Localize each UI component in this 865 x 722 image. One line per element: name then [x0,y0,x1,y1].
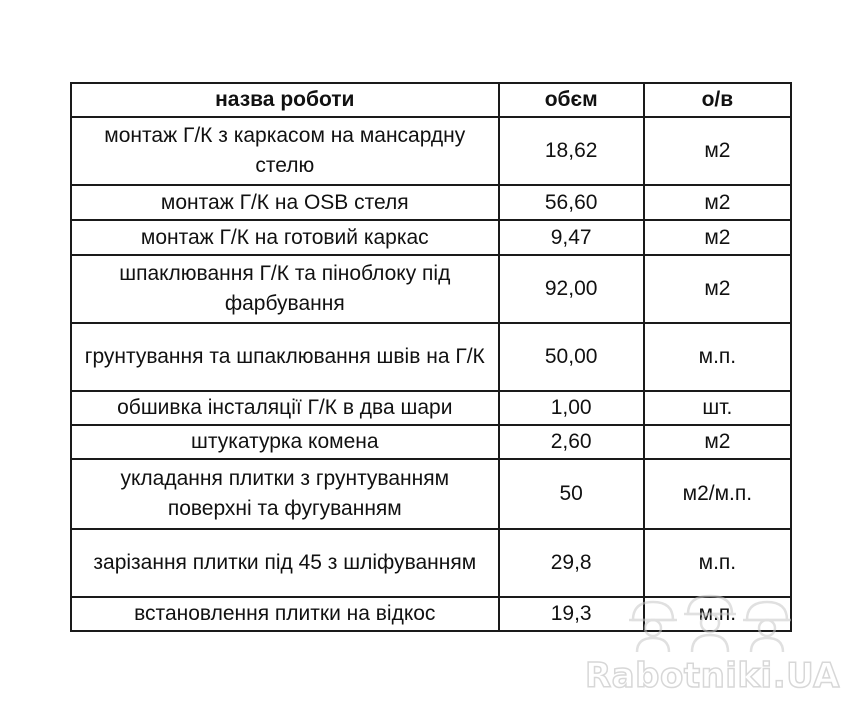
cell-volume: 56,60 [499,185,644,220]
cell-name: грунтування та шпаклювання швів на Г/К [71,323,499,391]
table-row [71,255,791,323]
table-row [71,391,791,425]
cell-volume: 19,3 [499,597,644,631]
cell-volume: 9,47 [499,220,644,255]
cell-unit: м.п. [644,529,791,597]
cell-name: монтаж Г/К на готовий каркас [71,220,499,255]
table-row [71,425,791,459]
table-row [71,117,791,185]
cell-name: штукатурка комена [71,425,499,459]
cell-name: шпаклювання Г/К та піноблоку під фарбування [71,255,499,323]
cell-unit: шт. [644,391,791,425]
cell-unit: м2 [644,117,791,185]
cell-name: зарізання плитки під 45 з шліфуванням [71,529,499,597]
cell-volume: 50 [499,459,644,529]
work-table [70,82,792,632]
table-row [71,459,791,529]
cell-volume: 18,62 [499,117,644,185]
workers-icon [625,590,795,652]
table-row [71,529,791,597]
cell-unit: м2 [644,255,791,323]
cell-volume: 50,00 [499,323,644,391]
table-header-row [71,83,791,117]
header-unit: о/в [644,83,791,117]
cell-unit: м2/м.п. [644,459,791,529]
header-volume: обєм [499,83,644,117]
cell-unit: м2 [644,185,791,220]
watermark-text: Rabotniki.UA [585,656,840,696]
cell-volume: 92,00 [499,255,644,323]
cell-name: монтаж Г/К на OSB стеля [71,185,499,220]
cell-volume: 2,60 [499,425,644,459]
cell-unit: м.п. [644,597,791,631]
cell-unit: м2 [644,220,791,255]
cell-name: укладання плитки з грунтуванням поверхні та фугуванням [71,459,499,529]
cell-unit: м2 [644,425,791,459]
cell-unit: м.п. [644,323,791,391]
table-row [71,220,791,255]
watermark [585,590,840,700]
header-name: назва роботи [71,83,499,117]
table-row [71,323,791,391]
cell-name: встановлення плитки на відкос [71,597,499,631]
cell-name: монтаж Г/К з каркасом на мансардну стелю [71,117,499,185]
cell-volume: 29,8 [499,529,644,597]
cell-volume: 1,00 [499,391,644,425]
cell-name: обшивка інсталяції Г/К в два шари [71,391,499,425]
table-row [71,185,791,220]
